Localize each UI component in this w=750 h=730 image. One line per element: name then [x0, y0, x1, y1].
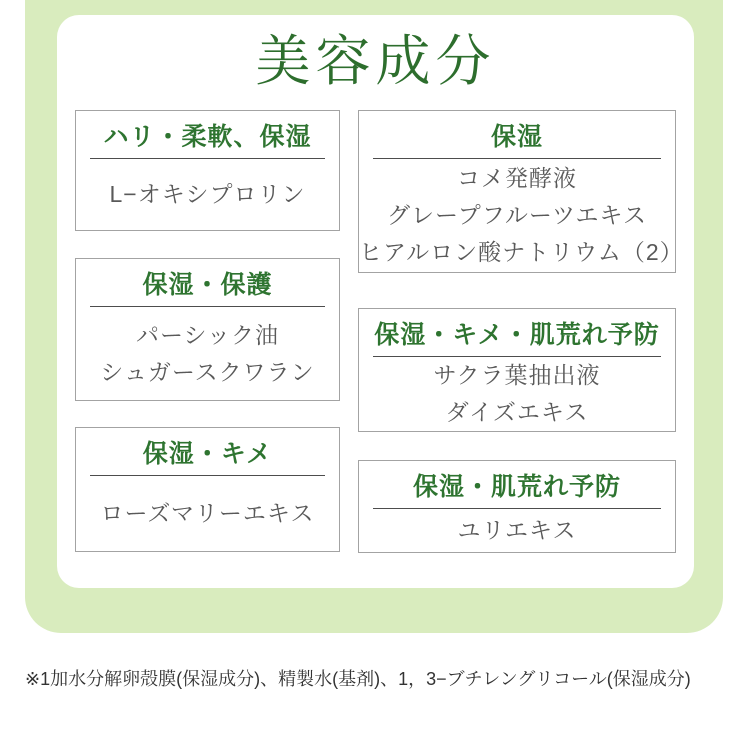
ingredient-line: ヒアルロン酸ナトリウム（2）: [359, 239, 684, 265]
box-header: 保湿・キメ・肌荒れ予防: [374, 320, 660, 349]
ingredient-box: [75, 427, 340, 552]
page-title: 美容成分: [255, 31, 496, 92]
box-body: [76, 476, 339, 551]
box-body: [76, 159, 339, 230]
ingredient-box: [75, 258, 340, 401]
ingredient-box: [358, 308, 676, 432]
footnote: ※1加水分解卵殻膜(保湿成分)、精製水(基剤)、1，3−ブチレングリコール(保湿成分): [25, 669, 691, 689]
ingredient-box: [358, 460, 676, 553]
ingredient-line: グレープフルーツエキス: [386, 202, 648, 228]
ingredient-line: ローズマリーエキス: [100, 500, 315, 526]
ingredient-columns: [75, 110, 684, 553]
ingredient-line: コメ発酵液: [457, 165, 577, 191]
box-header: ハリ・柔軟、保湿: [103, 122, 312, 151]
ingredient-box: [358, 110, 684, 273]
ingredient-line: L−オキシプロリン: [109, 181, 306, 207]
ingredient-line: パーシック油: [135, 321, 280, 348]
box-header: 保湿: [490, 122, 543, 151]
box-header: 保湿・キメ: [142, 439, 273, 468]
ingredients-card: [57, 15, 694, 588]
ingredient-box: [75, 110, 340, 231]
box-body: [359, 509, 675, 552]
ingredient-line: シュガースクワラン: [100, 358, 315, 385]
box-body: [359, 159, 684, 272]
ingredient-line: サクラ葉抽出液: [433, 362, 601, 388]
box-body: [359, 357, 675, 431]
ingredient-column-left: [75, 110, 340, 553]
ingredient-line: ユリエキス: [457, 517, 577, 543]
box-body: [76, 307, 339, 400]
box-header: 保湿・保護: [142, 270, 273, 299]
ingredient-column-right: [358, 110, 684, 553]
ingredient-line: ダイズエキス: [445, 399, 589, 425]
box-header: 保湿・肌荒れ予防: [412, 472, 621, 501]
